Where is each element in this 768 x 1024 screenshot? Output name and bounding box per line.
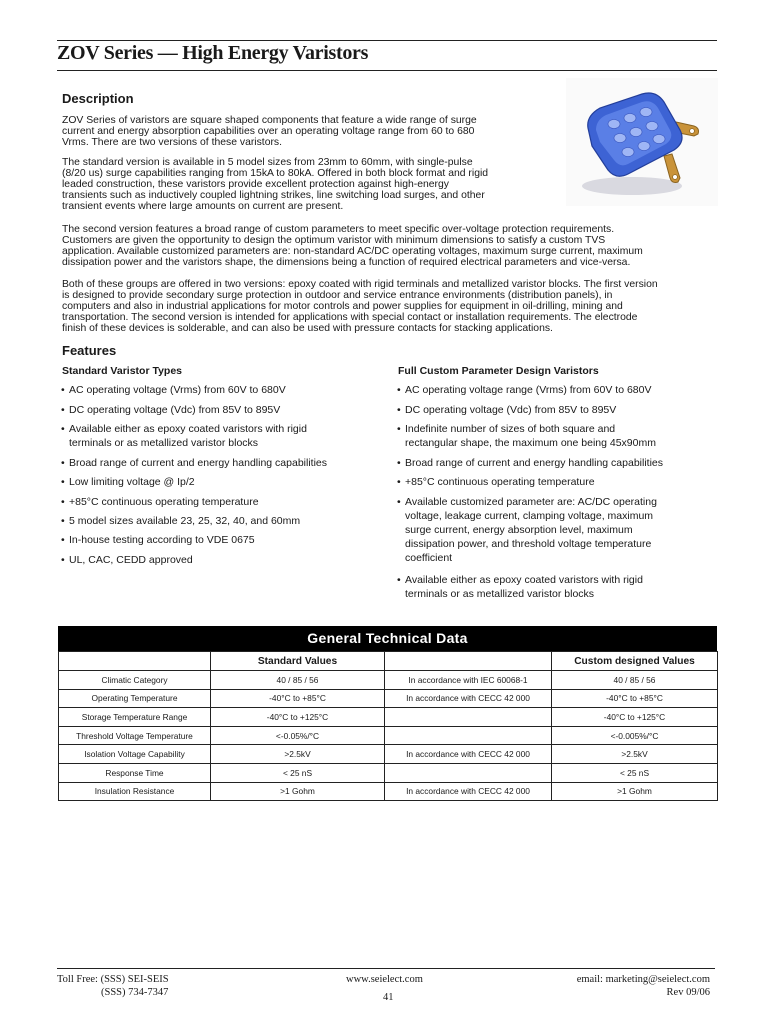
- table-cell: 40 / 85 / 56: [211, 671, 385, 690]
- table-cell: < 25 nS: [211, 763, 385, 782]
- footer-revision: Rev 09/06: [666, 987, 710, 998]
- standard-feature-6: • +85°C continuous operating temperature: [61, 496, 259, 508]
- table-row: [59, 726, 718, 745]
- top-rule: [57, 40, 717, 41]
- footer-tollfree: Toll Free: (SSS) SEI-SEIS: [57, 974, 169, 985]
- table-header-row: [59, 652, 718, 671]
- table-cell: <-0.005%/°C: [552, 726, 718, 745]
- standard-feature-7: • 5 model sizes available 23, 25, 32, 40, and 60mm: [61, 515, 301, 527]
- table-cell: >2.5kV: [211, 745, 385, 764]
- table-cell: In accordance with IEC 60068-1: [385, 671, 552, 690]
- page-title: ZOV Series — High Energy Varistors: [57, 42, 369, 64]
- table-header-cell: [385, 652, 552, 671]
- table-cell: >1 Gohm: [552, 782, 718, 801]
- technical-data-table: [58, 651, 718, 801]
- custom-feature-4: • Broad range of current and energy handling capabilities: [397, 457, 664, 469]
- custom-feature-7: • Available either as epoxy coated varistors with rigid terminals or as metallized varistor blocks: [397, 574, 643, 600]
- table-cell: -40°C to +85°C: [552, 689, 718, 708]
- table-cell: >1 Gohm: [211, 782, 385, 801]
- standard-feature-3: • Available either as epoxy coated varistors with rigid terminals or as metallized varistor blocks: [61, 423, 307, 449]
- footer-rule: [57, 968, 715, 969]
- table-cell: Operating Temperature: [59, 689, 211, 708]
- standard-feature-1: • AC operating voltage (Vrms) from 60V to 680V: [61, 384, 286, 396]
- footer-website[interactable]: www.seielect.com: [346, 974, 423, 985]
- table-row: [59, 671, 718, 690]
- footer-page-number: 41: [383, 992, 394, 1003]
- table-cell: -40°C to +125°C: [552, 708, 718, 727]
- table-row: [59, 689, 718, 708]
- table-cell: [385, 763, 552, 782]
- table-cell: Response Time: [59, 763, 211, 782]
- standard-feature-4: • Broad range of current and energy handling capabilities: [61, 457, 328, 469]
- standard-types-title: Standard Varistor Types: [62, 365, 183, 377]
- table-cell: [385, 726, 552, 745]
- table-cell: < 25 nS: [552, 763, 718, 782]
- standard-feature-9: • UL, CAC, CEDD approved: [61, 554, 193, 566]
- custom-feature-3: • Indefinite number of sizes of both square and rectangular shape, the maximum one being 45x90mm: [397, 423, 656, 449]
- table-title: General Technical Data: [58, 626, 717, 651]
- description-paragraph-2: The standard version is available in 5 model sizes from 23mm to 60mm, with single-pulse (8/20 us) surge capabilities ranging from 15kA to 80kA. Offered in both block format and rigid leaded construction, these varistors provide excellent protection against high-energy transients such as inductively coupled lightning strikes, line switching load surges, and other transient events where large amounts on current are present.: [62, 157, 489, 212]
- table-cell: In accordance with CECC 42 000: [385, 745, 552, 764]
- footer-phone: (SSS) 734-7347: [101, 987, 169, 998]
- description-paragraph-4: Both of these groups are offered in two versions: epoxy coated with rigid terminals and metallized varistor blocks. The first version is designed to provide secondary surge protection in outdoor and service entrance environments (distribution panels), in computers and also in industrial applications for motor controls and power supplies for equipment in oil-drilling, mining and transportation. The second version is intended for applications with special contact or installation requirements. The electrode finish of these devices is solderable, and can also be used with pressure contacts for stacking applications.: [62, 279, 658, 334]
- table-cell: >2.5kV: [552, 745, 718, 764]
- standard-feature-8: • In-house testing according to VDE 0675: [61, 534, 255, 546]
- table-header-cell: Custom designed Values: [552, 652, 718, 671]
- table-row: [59, 745, 718, 764]
- custom-feature-1: • AC operating voltage range (Vrms) from 60V to 680V: [397, 384, 652, 396]
- title-rule: [57, 70, 717, 71]
- standard-feature-5: • Low limiting voltage @ Ip/2: [61, 476, 195, 488]
- table-cell: In accordance with CECC 42 000: [385, 782, 552, 801]
- custom-feature-6: • Available customized parameter are: AC/DC operating voltage, leakage current, clamping voltage, maximum surge current, energy absorption level, maximum dissipation power, and threshold voltage temperature coefficient: [397, 496, 657, 564]
- description-paragraph-1: ZOV Series of varistors are square shaped components that feature a wide range of surge current and energy absorption capabilities over an operating voltage range from 60 to 680 Vrms. There are two versions of these varistors.: [62, 115, 477, 148]
- table-row: [59, 763, 718, 782]
- table-cell: Storage Temperature Range: [59, 708, 211, 727]
- table-cell: Insulation Resistance: [59, 782, 211, 801]
- table-cell: -40°C to +125°C: [211, 708, 385, 727]
- standard-feature-2: • DC operating voltage (Vdc) from 85V to 895V: [61, 404, 281, 416]
- varistor-product-image: [566, 78, 718, 206]
- table-cell: -40°C to +85°C: [211, 689, 385, 708]
- table-cell: Climatic Category: [59, 671, 211, 690]
- custom-feature-5: • +85°C continuous operating temperature: [397, 476, 595, 488]
- table-cell: In accordance with CECC 42 000: [385, 689, 552, 708]
- table-header-cell: [59, 652, 211, 671]
- table-header-cell: Standard Values: [211, 652, 385, 671]
- custom-feature-2: • DC operating voltage (Vdc) from 85V to 895V: [397, 404, 617, 416]
- table-row: [59, 708, 718, 727]
- description-paragraph-3: The second version features a broad range of custom parameters to meet specific over-voltage protection requirements. Customers are given the opportunity to design the optimum varistor with minimum dimensions to satisfy a custom TVS application. Available customized parameters are: non-standard AC/DC operating voltages, maximum surge current, maximum dissipation power and the varistors shape, the dimensions being a function of required electrical parameters and vice-versa.: [62, 224, 643, 268]
- table-cell: Isolation Voltage Capability: [59, 745, 211, 764]
- custom-design-title: Full Custom Parameter Design Varistors: [398, 365, 599, 377]
- description-heading: Description: [62, 91, 134, 106]
- table-cell: [385, 708, 552, 727]
- table-row: [59, 782, 718, 801]
- table-cell: Threshold Voltage Temperature: [59, 726, 211, 745]
- table-cell: 40 / 85 / 56: [552, 671, 718, 690]
- footer-email[interactable]: email: marketing@seielect.com: [576, 974, 710, 985]
- table-cell: <-0.05%/°C: [211, 726, 385, 745]
- features-heading: Features: [62, 343, 117, 358]
